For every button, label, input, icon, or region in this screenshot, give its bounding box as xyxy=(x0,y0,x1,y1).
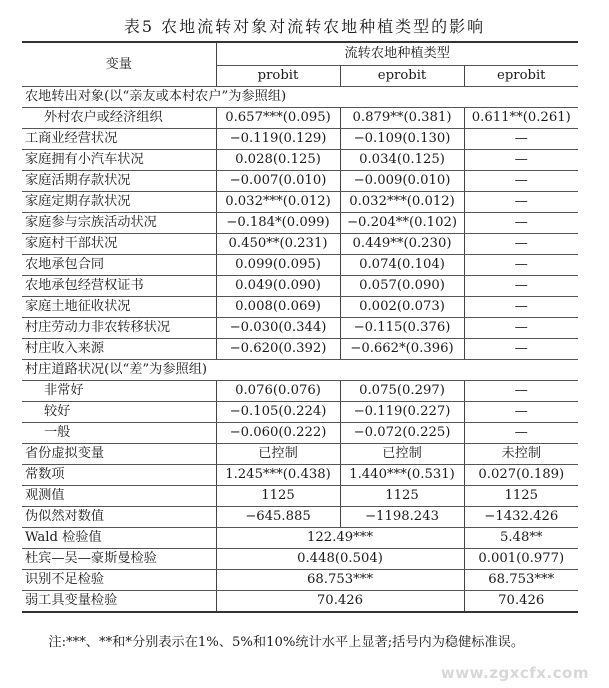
row-label: 常数项 xyxy=(22,465,216,486)
section-header xyxy=(22,360,578,381)
cell: 0.611**(0.261) xyxy=(464,108,578,129)
merged-cell: 68.753*** xyxy=(216,570,464,591)
stat-row xyxy=(22,570,578,591)
cell: −0.072(0.225) xyxy=(340,423,464,444)
stat-row xyxy=(22,528,578,549)
table-row xyxy=(22,213,578,234)
table-title: 表5 农地流转对象对流转农地种植类型的影响 xyxy=(123,17,486,36)
table-row xyxy=(22,108,578,129)
header-row-1 xyxy=(22,42,578,65)
cell: 0.657***(0.095) xyxy=(216,108,340,129)
merged-cell: 0.448(0.504) xyxy=(216,549,464,570)
row-label: 家庭定期存款状况 xyxy=(22,192,216,213)
stat-row xyxy=(22,486,578,507)
row-label: 弱工具变量检验 xyxy=(22,591,216,613)
cell: 0.001(0.977) xyxy=(464,549,578,570)
variable-header: 变量 xyxy=(22,42,216,87)
row-label: 杜宾—吴—豪斯曼检验 xyxy=(22,549,216,570)
cell: −0.115(0.376) xyxy=(340,318,464,339)
cell: 0.034(0.125) xyxy=(340,150,464,171)
row-label: 家庭拥有小汽车状况 xyxy=(22,150,216,171)
table-row xyxy=(22,423,578,444)
cell: 0.032***(0.012) xyxy=(340,192,464,213)
row-label: Wald 检验值 xyxy=(22,528,216,549)
table-row xyxy=(22,171,578,192)
cell: 0.027(0.189) xyxy=(464,465,578,486)
row-label: 家庭土地征收状况 xyxy=(22,297,216,318)
cell: — xyxy=(464,213,578,234)
merged-cell: 122.49*** xyxy=(216,528,464,549)
cell: 1.440***(0.531) xyxy=(340,465,464,486)
row-label: 一般 xyxy=(22,423,216,444)
row-label: 农地承包合同 xyxy=(22,255,216,276)
cell: 68.753*** xyxy=(464,570,578,591)
cell: −0.109(0.130) xyxy=(340,129,464,150)
row-label: 省份虚拟变量 xyxy=(22,444,216,465)
cell: 70.426 xyxy=(498,593,545,608)
row-label: 家庭参与宗族活动状况 xyxy=(22,213,216,234)
cell: −0.060(0.222) xyxy=(216,423,340,444)
cell: 0.008(0.069) xyxy=(216,297,340,318)
merged-cell: 70.426 xyxy=(216,591,464,613)
table-row xyxy=(22,129,578,150)
cell: — xyxy=(464,192,578,213)
cell: — xyxy=(464,423,578,444)
cell: — xyxy=(464,171,578,192)
cell: — xyxy=(464,381,578,402)
model-header-3: eprobit xyxy=(464,65,578,86)
section-header xyxy=(22,87,578,108)
stat-row xyxy=(22,444,578,465)
stat-row xyxy=(22,591,578,613)
stat-row xyxy=(22,507,578,528)
regression-table xyxy=(22,41,578,613)
row-label: 工商业经营状况 xyxy=(22,129,216,150)
cell: −1432.426 xyxy=(464,507,578,528)
cell: −0.184*(0.099) xyxy=(216,213,340,234)
table-row xyxy=(22,381,578,402)
section-label: 农地转出对象(以“亲友或本村农户”为参照组) xyxy=(22,87,578,108)
cell: 0.049(0.090) xyxy=(216,276,340,297)
cell: −0.030(0.344) xyxy=(216,318,340,339)
cell: 未控制 xyxy=(464,444,578,465)
cell: −0.119(0.227) xyxy=(340,402,464,423)
cell: −0.204**(0.102) xyxy=(340,213,464,234)
cell: — xyxy=(464,402,578,423)
table-row xyxy=(22,150,578,171)
cell: 1.245***(0.438) xyxy=(216,465,340,486)
cell: −0.119(0.129) xyxy=(216,129,340,150)
cell: 1125 xyxy=(216,486,340,507)
row-label: 外村农户或经济组织 xyxy=(22,108,216,129)
cell: — xyxy=(464,129,578,150)
table-row xyxy=(22,255,578,276)
cell: 0.032***(0.012) xyxy=(216,192,340,213)
table-row xyxy=(22,297,578,318)
cell: 0.099(0.095) xyxy=(216,255,340,276)
model-header-2: eprobit xyxy=(340,65,464,86)
table-row xyxy=(22,318,578,339)
row-label: 村庄收入来源 xyxy=(22,339,216,360)
cell: −0.007(0.010) xyxy=(216,171,340,192)
cell: −0.662*(0.396) xyxy=(340,339,464,360)
cell: — xyxy=(464,297,578,318)
row-label: 较好 xyxy=(22,402,216,423)
cell: — xyxy=(464,276,578,297)
cell: −0.009(0.010) xyxy=(340,171,464,192)
cell: 0.074(0.104) xyxy=(340,255,464,276)
cell: — xyxy=(464,150,578,171)
row-label: 非常好 xyxy=(22,381,216,402)
cell: 0.057(0.090) xyxy=(340,276,464,297)
stat-row xyxy=(22,549,578,570)
group-header: 流转农地种植类型 xyxy=(216,42,578,65)
cell: 0.879**(0.381) xyxy=(340,108,464,129)
cell: −0.620(0.392) xyxy=(216,339,340,360)
cell: −0.105(0.224) xyxy=(216,402,340,423)
cell: 0.449**(0.230) xyxy=(340,234,464,255)
cell: −1198.243 xyxy=(340,507,464,528)
cell: — xyxy=(464,339,578,360)
cell: — xyxy=(464,234,578,255)
table-row xyxy=(22,402,578,423)
table-row xyxy=(22,339,578,360)
row-label: 观测值 xyxy=(22,486,216,507)
table-row xyxy=(22,192,578,213)
watermark: www.zgxcfx.com xyxy=(440,664,589,682)
cell: — xyxy=(464,255,578,276)
cell: 0.002(0.073) xyxy=(340,297,464,318)
model-header-1: probit xyxy=(216,65,340,86)
table-row xyxy=(22,276,578,297)
cell: 0.028(0.125) xyxy=(216,150,340,171)
cell: 0.450**(0.231) xyxy=(216,234,340,255)
row-label: 伪似然对数值 xyxy=(22,507,216,528)
section-label: 村庄道路状况(以“差”为参照组) xyxy=(22,360,578,381)
row-label: 识别不足检验 xyxy=(22,570,216,591)
stat-row xyxy=(22,465,578,486)
cell: 0.075(0.297) xyxy=(340,381,464,402)
cell: −645.885 xyxy=(216,507,340,528)
row-label: 家庭活期存款状况 xyxy=(22,171,216,192)
cell: 1125 xyxy=(340,486,464,507)
cell: — xyxy=(464,318,578,339)
cell: 已控制 xyxy=(216,444,340,465)
cell: 1125 xyxy=(464,486,578,507)
cell: 已控制 xyxy=(340,444,464,465)
row-label: 村庄劳动力非农转移状况 xyxy=(22,318,216,339)
cell: 0.076(0.076) xyxy=(216,381,340,402)
cell: 5.48** xyxy=(464,528,578,549)
row-label: 家庭村干部状况 xyxy=(22,234,216,255)
table-row xyxy=(22,234,578,255)
table-note: 注:***、**和*分别表示在1%、5%和10%统计水平上显著;括号内为稳健标准误。 xyxy=(48,635,525,650)
row-label: 农地承包经营权证书 xyxy=(22,276,216,297)
